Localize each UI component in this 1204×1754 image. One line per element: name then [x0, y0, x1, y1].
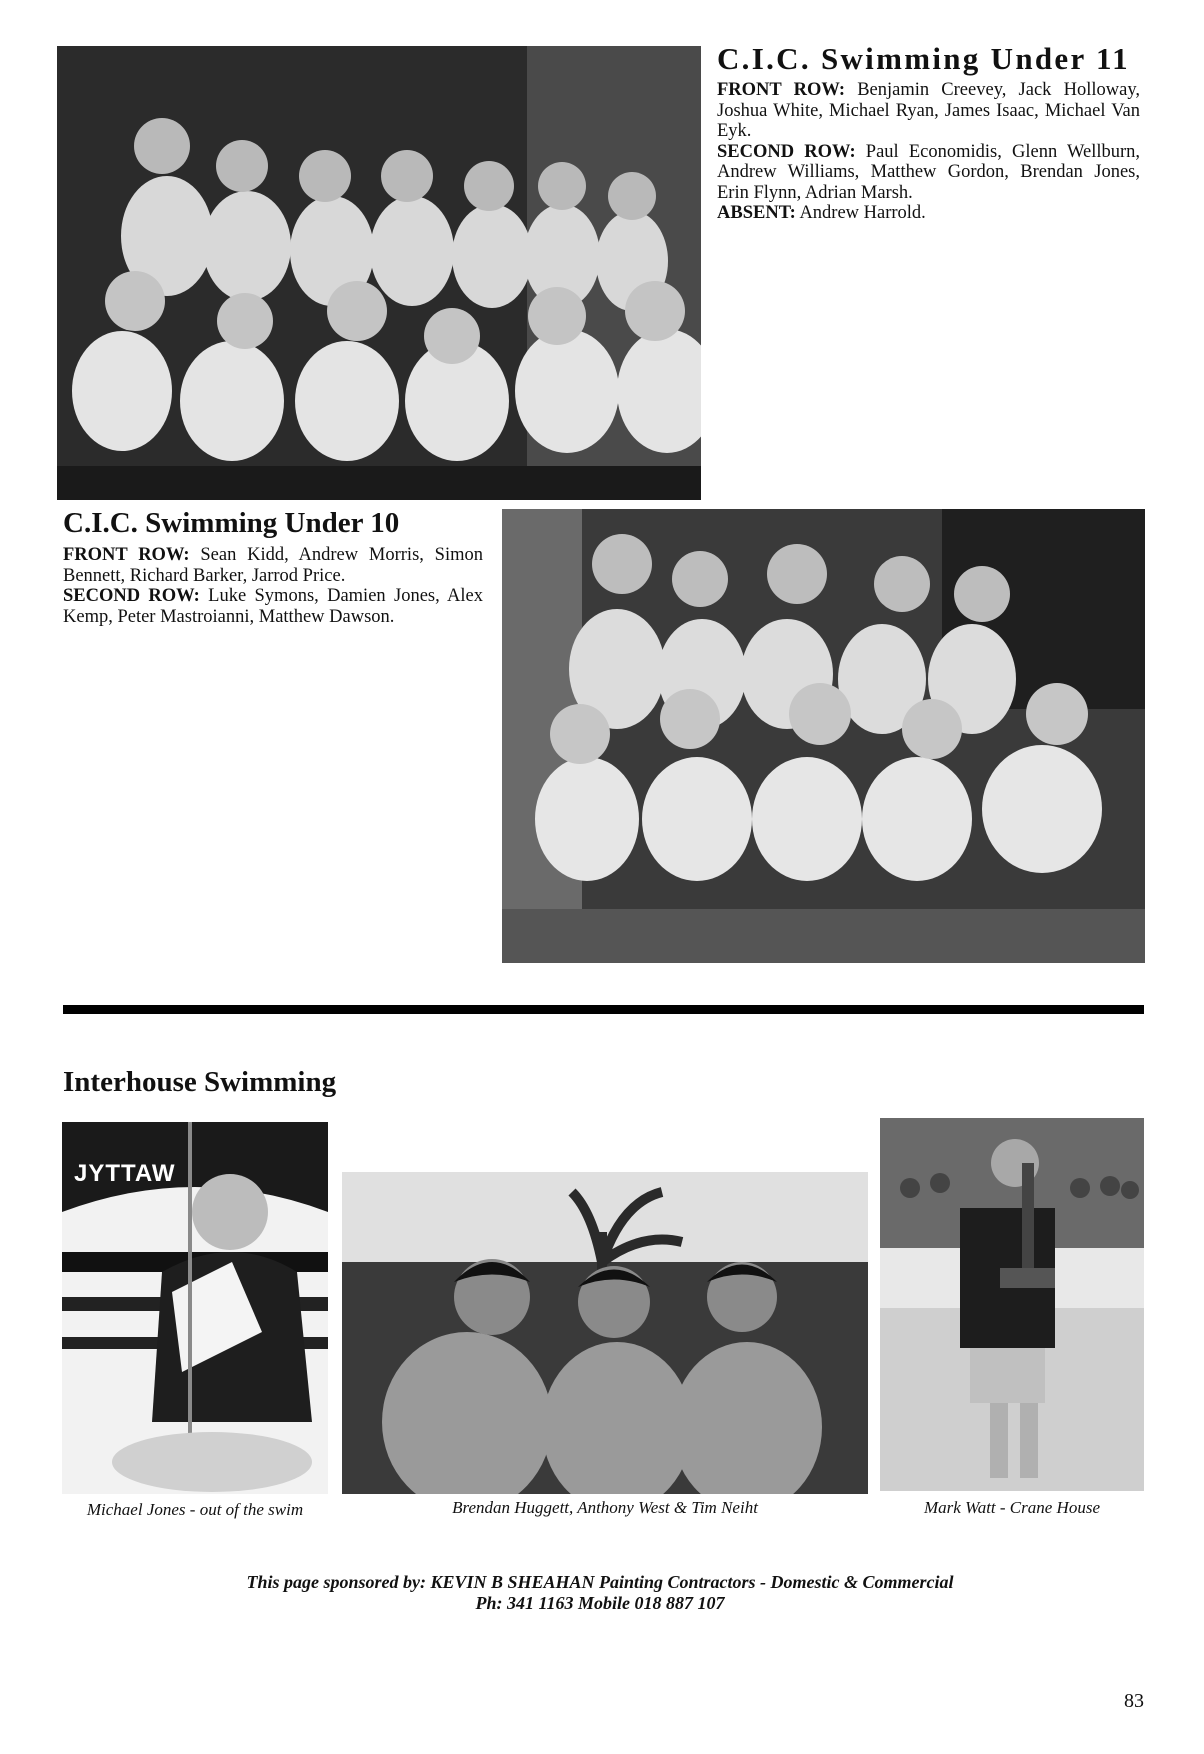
- interhouse-title: Interhouse Swimming: [63, 1066, 337, 1098]
- caption-mark-watt: Mark Watt - Crane House: [924, 1498, 1100, 1517]
- second-row-names: Luke Symons, Damien Jones, Alex Kemp, Peter Mastroianni, Matthew Dawson.: [63, 586, 483, 627]
- under11-caption: [717, 80, 1140, 224]
- front-row-names: Sean Kidd, Andrew Morris, Simon Bennett, Richard Barker, Jarrod Price.: [63, 545, 483, 586]
- under11-title: C.I.C. Swimming Under 11: [717, 41, 1130, 76]
- mark-watt-photo: [880, 1118, 1144, 1491]
- under10-caption: [63, 545, 483, 627]
- sponsor-line-2: Ph: 341 1163 Mobile 018 887 107: [475, 1593, 725, 1613]
- caption-three-swimmers: Brendan Huggett, Anthony West & Tim Neiht: [452, 1498, 758, 1517]
- under11-front-row: [717, 80, 1140, 142]
- front-row-label: FRONT ROW:: [717, 80, 845, 100]
- umbrella-brand-text: JYTTAW: [74, 1160, 176, 1187]
- front-row-names: Benjamin Creevey, Jack Holloway, Joshua White, Michael Ryan, James Isaac, Michael Van Eyk.: [717, 80, 1140, 141]
- absent-label: ABSENT:: [717, 203, 796, 223]
- absent-names: Andrew Harrold.: [799, 203, 926, 223]
- under11-second-row: [717, 142, 1140, 204]
- front-row-label: FRONT ROW:: [63, 545, 190, 565]
- second-row-label: SECOND ROW:: [717, 141, 856, 162]
- second-row-names: Paul Economidis, Glenn Wellburn, Andrew Williams, Matthew Gordon, Brendan Jones, Erin Flynn, Adrian Marsh.: [717, 141, 1141, 203]
- under10-team-photo: [502, 509, 1145, 963]
- trophy-photo-graphic: [880, 1118, 1144, 1491]
- under10-photo-graphic: [502, 509, 1145, 963]
- under11-team-photo: [57, 46, 701, 500]
- page-number: 83: [1124, 1690, 1144, 1712]
- under10-second-row: [63, 586, 483, 627]
- caption-michael-jones: Michael Jones - out of the swim: [86, 1500, 304, 1519]
- second-row-label: SECOND ROW:: [63, 586, 200, 606]
- three-swimmers-photo: [342, 1172, 868, 1494]
- under11-absent: [717, 203, 1140, 224]
- sponsor-line-1: This page sponsored by: KEVIN B SHEAHAN Painting Contractors - Domestic & Commercial: [246, 1572, 954, 1592]
- section-divider: [63, 1005, 1144, 1014]
- under10-front-row: [63, 545, 483, 586]
- michael-jones-photo: [62, 1122, 328, 1494]
- three-swimmers-photo-graphic: [342, 1172, 868, 1494]
- under10-title: C.I.C. Swimming Under 10: [63, 507, 400, 539]
- under11-photo-graphic: [57, 46, 701, 500]
